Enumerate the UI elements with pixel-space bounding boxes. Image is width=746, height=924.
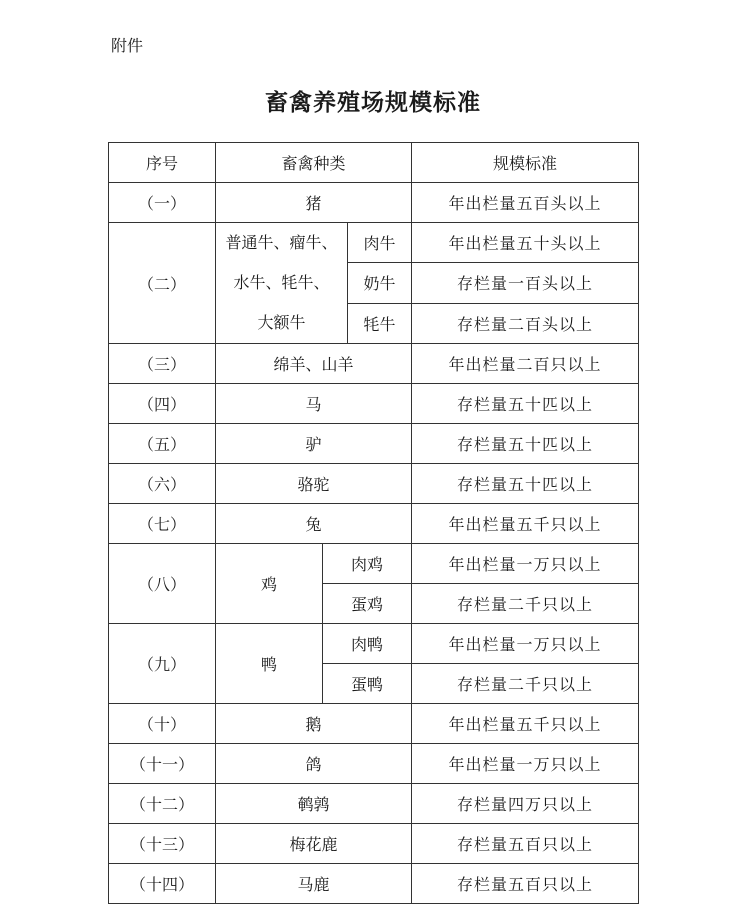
row-no: （七）	[109, 504, 216, 544]
row-no: （十）	[109, 704, 216, 744]
header-no: 序号	[109, 143, 216, 183]
header-standard: 规模标准	[412, 143, 639, 183]
row-species: 梅花鹿	[216, 824, 412, 864]
cattle-group-line: 大额牛	[257, 313, 306, 332]
cattle-group-cell	[216, 223, 348, 344]
row-standard: 年出栏量五千只以上	[412, 704, 639, 744]
table-row	[109, 223, 639, 263]
row-no: （二）	[109, 223, 216, 344]
table-row	[109, 424, 639, 464]
row-species: 驴	[216, 424, 412, 464]
row-standard: 年出栏量一万只以上	[412, 744, 639, 784]
row-species: 鹅	[216, 704, 412, 744]
row-standard: 存栏量五百只以上	[412, 864, 639, 904]
row-no: （五）	[109, 424, 216, 464]
row-species: 鹌鹑	[216, 784, 412, 824]
row-species: 鸽	[216, 744, 412, 784]
sub-species: 奶牛	[348, 263, 412, 303]
row-standard: 年出栏量五百头以上	[412, 183, 639, 223]
sub-species: 肉鸡	[323, 544, 412, 584]
row-no: （八）	[109, 544, 216, 624]
row-standard: 存栏量二百头以上	[412, 303, 639, 343]
row-standard: 存栏量五百只以上	[412, 824, 639, 864]
table-row	[109, 624, 639, 664]
table-row	[109, 744, 639, 784]
row-standard: 年出栏量五十头以上	[412, 223, 639, 263]
table-row	[109, 704, 639, 744]
attachment-label: 附件	[111, 36, 144, 55]
sub-species: 肉牛	[348, 223, 412, 263]
row-no: （六）	[109, 464, 216, 504]
row-standard: 存栏量五十匹以上	[412, 424, 639, 464]
table-row	[109, 464, 639, 504]
table-row	[109, 384, 639, 424]
header-species: 畜禽种类	[216, 143, 412, 183]
row-no: （九）	[109, 624, 216, 704]
cattle-group-line: 水牛、牦牛、	[233, 273, 330, 292]
row-species: 兔	[216, 504, 412, 544]
table-row	[109, 544, 639, 584]
row-no: （四）	[109, 384, 216, 424]
row-no: （十一）	[109, 744, 216, 784]
cattle-group-line: 普通牛、瘤牛、	[225, 233, 338, 252]
row-standard: 年出栏量一万只以上	[412, 624, 639, 664]
table-row	[109, 344, 639, 384]
row-no: （一）	[109, 183, 216, 223]
row-species: 猪	[216, 183, 412, 223]
row-no: （三）	[109, 344, 216, 384]
row-species-group: 鸭	[216, 624, 323, 704]
row-no: （十三）	[109, 824, 216, 864]
table-header-row	[109, 143, 639, 183]
row-standard: 存栏量五十匹以上	[412, 384, 639, 424]
row-species: 马	[216, 384, 412, 424]
row-no: （十二）	[109, 784, 216, 824]
sub-species: 蛋鸡	[323, 584, 412, 624]
document-title: 畜禽养殖场规模标准	[265, 89, 481, 116]
row-standard: 存栏量一百头以上	[412, 263, 639, 303]
row-standard: 年出栏量五千只以上	[412, 504, 639, 544]
row-no: （十四）	[109, 864, 216, 904]
row-standard: 年出栏量二百只以上	[412, 344, 639, 384]
row-standard: 存栏量二千只以上	[412, 664, 639, 704]
row-standard: 存栏量五十匹以上	[412, 464, 639, 504]
row-species-group: 鸡	[216, 544, 323, 624]
row-standard: 存栏量四万只以上	[412, 784, 639, 824]
sub-species: 牦牛	[348, 303, 412, 343]
row-standard: 年出栏量一万只以上	[412, 544, 639, 584]
row-species: 绵羊、山羊	[216, 344, 412, 384]
row-species: 马鹿	[216, 864, 412, 904]
table-row	[109, 183, 639, 223]
scale-standard-table	[108, 142, 639, 904]
row-species: 骆驼	[216, 464, 412, 504]
sub-species: 蛋鸭	[323, 664, 412, 704]
table-row	[109, 784, 639, 824]
row-standard: 存栏量二千只以上	[412, 584, 639, 624]
table-row	[109, 504, 639, 544]
sub-species: 肉鸭	[323, 624, 412, 664]
table-row	[109, 824, 639, 864]
table-row	[109, 864, 639, 904]
